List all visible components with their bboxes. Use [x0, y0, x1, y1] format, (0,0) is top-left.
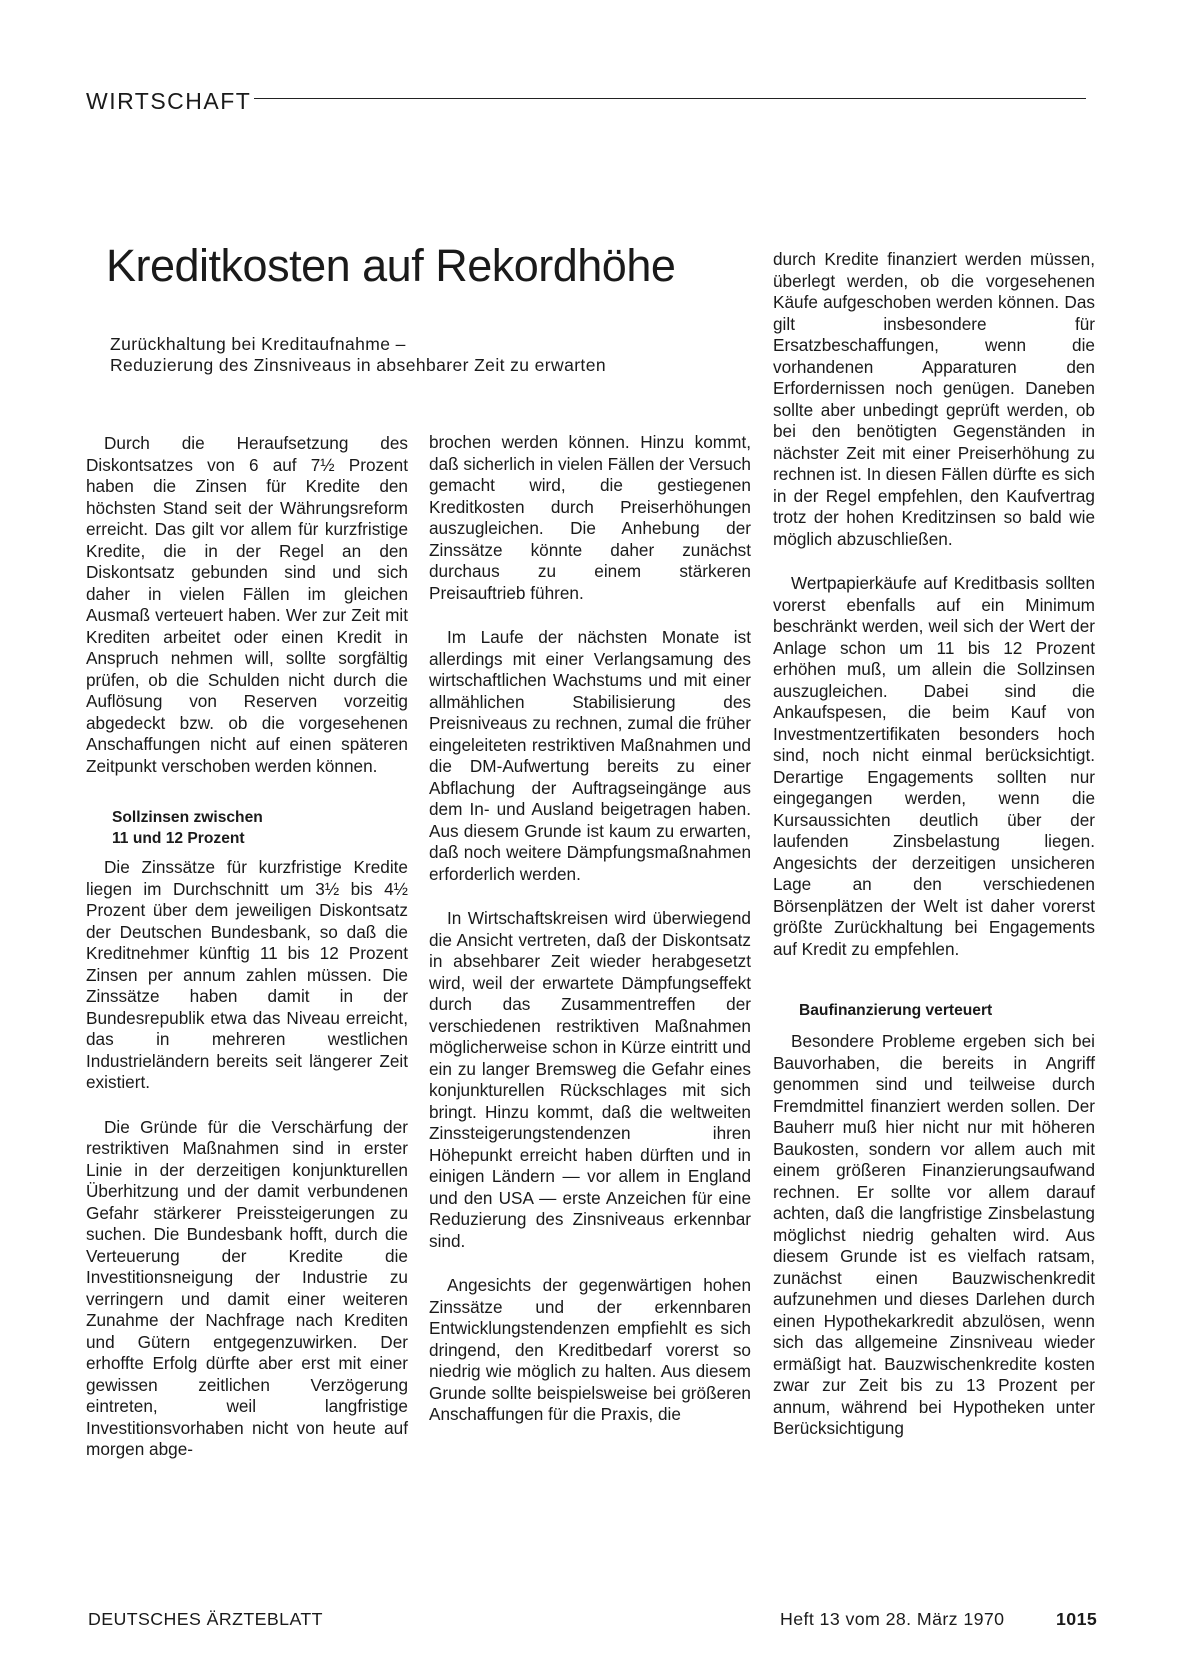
paragraph: Wertpapierkäufe auf Kreditbasis sollten vorerst ebenfalls auf ein Minimum beschränkt werden, weil sich der Wert der Anlage schon um 11 bis 12 Prozent erhöhen muß, um allein die Sollzinsen auszugleichen. Dabei sind die Ankaufspesen, die beim Kauf von Investmentzertifikaten besonders hoch sind, noch nicht einmal berücksichtigt. Derartige Engagements sollten nur eingegangen werden, wenn die Kursaussichten deutlich über der laufenden Zinsbelastung liegen. Angesichts der derzeitigen unsicheren Lage an den verschiedenen Börsenplätzen der Welt ist daher vorerst größte Zurückhaltung bei Engagements auf Kredit zu empfehlen.	[773, 573, 1095, 959]
paragraph: durch Kredite finanziert werden müssen, überlegt werden, ob die vorgesehenen Käufe aufgeschoben werden können. Das gilt insbesondere für Ersatzbeschaffungen, wenn die vorhandenen Apparaturen den Erfordernissen noch genügen. Daneben sollte aber unbedingt geprüft werden, ob bei den benötigten Gegenständen in nächster Zeit mit einer Preiserhöhung zu rechnen ist. In diesen Fällen dürfte es sich in der Regel empfehlen, den Kaufvertrag trotz der hohen Kreditzinsen so bald wie möglich abzuschließen.	[773, 249, 1095, 549]
subtitle-line-2: Reduzierung des Zinsniveaus in absehbarer Zeit zu erwarten	[110, 355, 606, 375]
paragraph: In Wirtschaftskreisen wird überwiegend die Ansicht vertreten, daß der Diskontsatz in absehbarer Zeit wieder herabgesetzt wird, weil der erwartete Dämpfungseffekt durch das Zusammentreffen der verschiedenen restriktiven Maßnahmen möglicherweise schon in Kürze eintritt und ein zu langer Bremsweg die Gefahr eines konjunkturellen Rückschlages mit sich bringt. Hinzu kommt, daß die weltweiten Zinssteigerungstendenzen ihren Höhepunkt erreicht haben dürften und in einigen Ländern — vor allem in England und den USA — erste Anzeichen für eine Reduzierung des Zinsniveaus erkennbar sind.	[429, 908, 751, 1251]
paragraph: Angesichts der gegenwärtigen hohen Zinssätze und der erkennbaren Entwicklungstendenzen empfiehlt es sich dringend, den Kreditbedarf vorerst so niedrig wie möglich zu halten. Aus diesem Grunde sollte beispielsweise bei größeren Anschaffungen für die Praxis, die	[429, 1275, 751, 1424]
paragraph: Im Laufe der nächsten Monate ist allerdings mit einer Verlangsamung des wirtschaftlichen Wachstums und mit einer allmählichen Stabilisierung des Preisniveaus zu rechnen, zumal die früher eingeleiteten restriktiven Maßnahmen und die DM-Aufwertung bereits zu einer Abflachung der Auftragseingänge aus dem In- und Ausland beigetragen haben. Aus diesem Grunde ist kaum zu erwarten, daß noch weitere Dämpfungsmaßnahmen erforderlich werden.	[429, 627, 751, 884]
paragraph: Durch die Heraufsetzung des Diskontsatzes von 6 auf 7½ Prozent haben die Zinsen für Kredite den höchsten Stand seit der Währungsreform erreicht. Das gilt vor allem für kurzfristige Kredite, die in der Regel an den Diskontsatz gebunden sind und sich daher in vielen Fällen im gleichen Ausmaß verteuert haben. Wer zur Zeit mit Krediten arbeitet oder einen Kredit in Anspruch nehmen will, sollte sorgfältig prüfen, ob die Schulden nicht durch die Auflösung von Reserven vorzeitig abgedeckt bzw. ob die vorgesehenen Anschaffungen nicht auf einen späteren Zeitpunkt verschoben werden können.	[86, 433, 408, 776]
paragraph: Besondere Probleme ergeben sich bei Bauvorhaben, die bereits in Angriff genommen sind und teilweise durch Fremdmittel finanziert werden sollen. Der Bauherr muß hier nicht nur mit höheren Baukosten, sondern vor allem auch mit einem größeren Finanzierungsaufwand rechnen. Er sollte vor allem darauf achten, daß die langfristige Zinsbelastung möglichst niedrig gehalten wird. Aus diesem Grunde ist es vielfach ratsam, zunächst einen Bauzwischenkredit aufzunehmen und dieses Darlehen durch einen Hypothekarkredit abzulösen, wenn sich das allgemeine Zinsniveau wieder ermäßigt hat. Bauzwischenkredite kosten zwar zur Zeit bis zu 13 Prozent per annum, während bei Hypotheken unter Berücksichtigung	[773, 1031, 1095, 1438]
section-label: WIRTSCHAFT	[86, 88, 252, 114]
article-title: Kreditkosten auf Rekordhöhe	[106, 240, 676, 291]
page-number: 1015	[1056, 1609, 1098, 1629]
column-1	[86, 433, 408, 1461]
subheading-line-1: Sollzinsen zwischen	[112, 809, 263, 826]
subheading-sollzinsen	[86, 807, 408, 849]
column-2	[429, 432, 751, 1426]
paragraph: Die Gründe für die Verschärfung der restriktiven Maßnahmen sind in erster Linie in der derzeitigen konjunkturellen Überhitzung und der damit verbundenen Gefahr stärkerer Preissteigerungen zu suchen. Die Bundesbank hofft, durch die Verteuerung der Kredite die Investitionsneigung der Industrie zu verringern und damit einer weiteren Zunahme der Nachfrage nach Krediten und Gütern entgegenzuwirken. Der erhoffte Erfolg dürfte aber erst mit einer gewissen zeitlichen Verzögerung eintreten, weil langfristige Investitionsvorhaben nicht von heute auf morgen abge-	[86, 1116, 408, 1459]
header-rule	[254, 98, 1086, 99]
subheading-baufinanzierung: Baufinanzierung verteuert	[799, 1002, 993, 1019]
article-subtitle	[110, 334, 710, 376]
paragraph: Die Zinssätze für kurzfristige Kredite liegen im Durchschnitt um 3½ bis 4½ Prozent über dem jeweiligen Diskontsatz der Deutschen Bundesbank, so daß die Kreditnehmer künftig 11 bis 12 Prozent Zinsen per annum zahlen müssen. Die Zinssätze haben damit in der Bundesrepublik etwa das Niveau erreicht, das in mehreren westlichen Industrieländern bereits seit längerer Zeit existiert.	[86, 857, 408, 1092]
paragraph: brochen werden können. Hinzu kommt, daß sicherlich in vielen Fällen der Versuch gemacht wird, die gestiegenen Kreditkosten durch Preiserhöhungen auszugleichen. Die Anhebung der Zinssätze könnte daher zunächst durchaus zu einem stärkeren Preisauftrieb führen.	[429, 432, 751, 603]
section-header	[86, 88, 1086, 124]
subheading-line-2: 11 und 12 Prozent	[112, 830, 245, 847]
footer-issue: Heft 13 vom 28. März 1970	[780, 1609, 1005, 1629]
footer-journal: DEUTSCHES ÄRZTEBLATT	[88, 1609, 323, 1629]
column-3	[773, 249, 1095, 1440]
subtitle-line-1: Zurückhaltung bei Kreditaufnahme –	[110, 334, 406, 354]
